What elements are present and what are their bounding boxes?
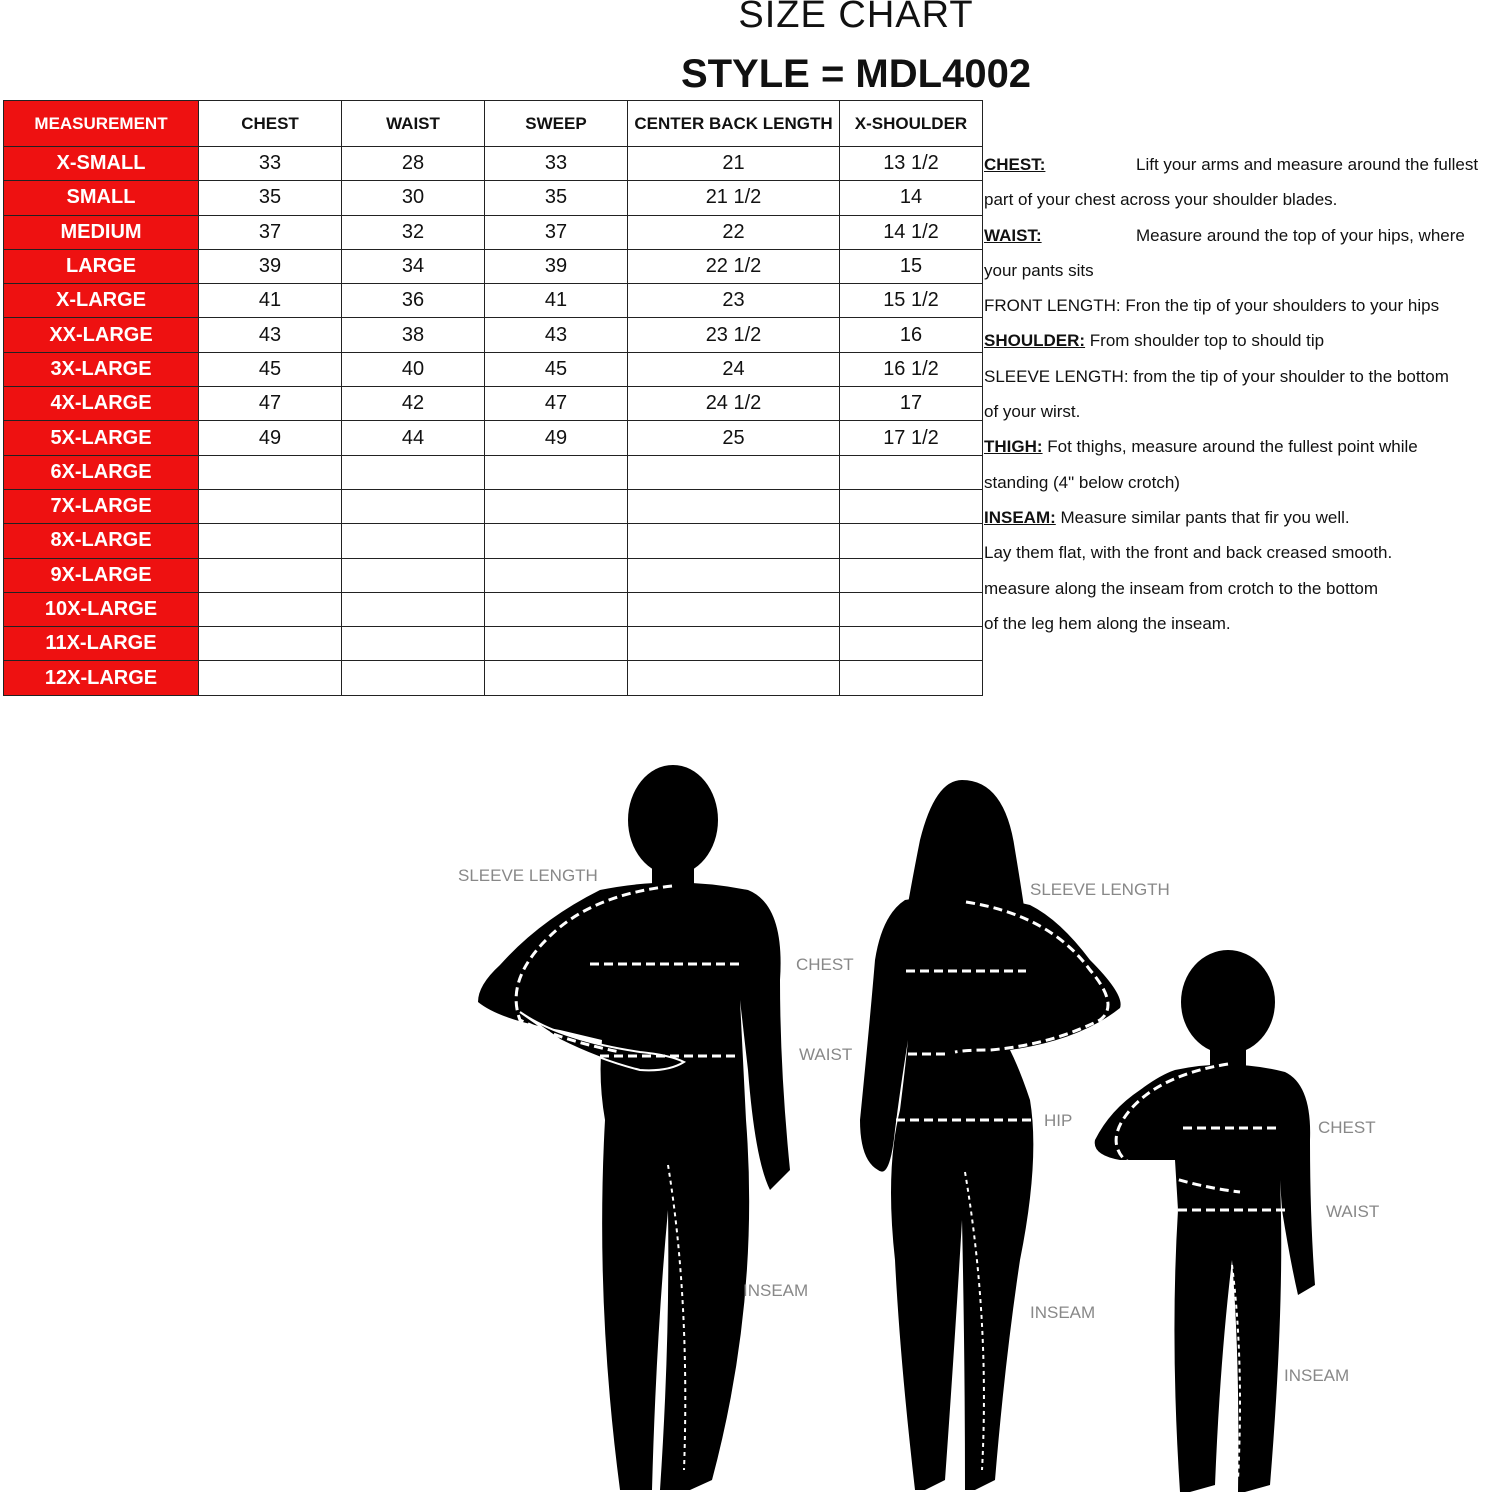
table-cell [342, 489, 485, 523]
style-number: STYLE = MDL4002 [680, 52, 1032, 96]
table-cell: 42 [342, 387, 485, 421]
table-cell [840, 455, 983, 489]
table-cell [199, 524, 342, 558]
table-cell [840, 627, 983, 661]
man-chest-label: CHEST [796, 955, 854, 974]
size-label: 10X-LARGE [4, 592, 199, 626]
table-cell [199, 558, 342, 592]
table-cell [485, 661, 628, 695]
table-cell: 49 [485, 421, 628, 455]
note-text: of the leg hem along the inseam. [984, 613, 1231, 633]
note-text: Measure similar pants that fir you well. [1055, 507, 1350, 527]
child-inseam-label: INSEAM [1284, 1366, 1350, 1385]
table-cell [342, 661, 485, 695]
size-label: MEDIUM [4, 215, 199, 249]
table-cell: 47 [485, 387, 628, 421]
note-text: standing (4" below crotch) [984, 472, 1180, 492]
note-label: WAIST: [984, 225, 1042, 245]
table-row [4, 249, 983, 283]
table-cell: 16 [840, 318, 983, 352]
child-silhouette-icon [1095, 950, 1379, 1492]
note-text: part of your chest across your shoulder blades. [984, 190, 1338, 210]
note-text: FRONT LENGTH: Fron the tip of your shoulders to your hips [984, 296, 1440, 316]
table-row [4, 387, 983, 421]
table-cell [485, 524, 628, 558]
table-cell: 41 [199, 284, 342, 318]
page-title: SIZE CHART [738, 0, 974, 36]
table-cell: 22 1/2 [628, 249, 840, 283]
table-row [4, 592, 983, 626]
note-text: Lift your arms and measure around the fullest [1136, 155, 1479, 174]
table-cell [840, 489, 983, 523]
size-label: SMALL [4, 181, 199, 215]
table-header-row [4, 101, 983, 147]
measurement-instructions [984, 147, 1500, 641]
table-row [4, 181, 983, 215]
table-cell [628, 592, 840, 626]
table-row [4, 215, 983, 249]
table-cell: 39 [485, 249, 628, 283]
size-label: 9X-LARGE [4, 558, 199, 592]
measurement-figures [0, 740, 1500, 1494]
table-cell [485, 627, 628, 661]
table-cell: 40 [342, 352, 485, 386]
size-label: XX-LARGE [4, 318, 199, 352]
table-cell [199, 627, 342, 661]
note-line [984, 394, 1500, 429]
man-silhouette-icon [458, 765, 854, 1490]
table-row [4, 352, 983, 386]
table-cell: 33 [199, 147, 342, 181]
woman-inseam-label: INSEAM [1030, 1303, 1096, 1322]
man-waist-label: WAIST [799, 1045, 853, 1064]
table-cell: 15 [840, 249, 983, 283]
note-label: INSEAM: [984, 507, 1056, 527]
note-line [984, 606, 1500, 641]
table-cell: 14 [840, 181, 983, 215]
table-cell [342, 592, 485, 626]
woman-hip-label: HIP [1044, 1111, 1073, 1130]
table-cell: 39 [199, 249, 342, 283]
man-inseam-label: INSEAM [743, 1281, 809, 1300]
size-label: 12X-LARGE [4, 661, 199, 695]
note-line [984, 288, 1500, 323]
table-cell: 49 [199, 421, 342, 455]
note-line [984, 465, 1500, 500]
table-row [4, 627, 983, 661]
table-cell: 36 [342, 284, 485, 318]
note-text: measure along the inseam from crotch to the bottom [984, 578, 1379, 598]
note-line [984, 571, 1500, 606]
table-cell [628, 524, 840, 558]
table-cell [199, 592, 342, 626]
table-cell [199, 455, 342, 489]
note-text: Fot thighs, measure around the fullest point while [1042, 437, 1418, 457]
table-cell: 45 [199, 352, 342, 386]
note-text: Measure around the top of your hips, where [1136, 225, 1465, 245]
woman-sleeve-label: SLEEVE LENGTH [1030, 880, 1170, 899]
table-cell [628, 558, 840, 592]
note-text: From shoulder top to should tip [1085, 331, 1325, 351]
table-cell: 43 [485, 318, 628, 352]
table-cell: 23 [628, 284, 840, 318]
note-text: Lay them flat, with the front and back creased smooth. [984, 543, 1393, 563]
header-x-shoulder: X-SHOULDER [840, 101, 983, 147]
note-line [984, 500, 1500, 535]
table-cell: 38 [342, 318, 485, 352]
table-cell: 17 [840, 387, 983, 421]
table-cell: 47 [199, 387, 342, 421]
table-cell: 16 1/2 [840, 352, 983, 386]
table-cell: 28 [342, 147, 485, 181]
note-label: CHEST: [984, 155, 1046, 174]
size-label: X-SMALL [4, 147, 199, 181]
table-cell [342, 627, 485, 661]
note-line [984, 147, 1500, 182]
note-line [984, 429, 1500, 464]
table-cell [840, 592, 983, 626]
note-line [984, 323, 1500, 358]
size-label: 3X-LARGE [4, 352, 199, 386]
table-cell: 21 1/2 [628, 181, 840, 215]
table-cell: 35 [199, 181, 342, 215]
table-cell: 23 1/2 [628, 318, 840, 352]
table-cell: 43 [199, 318, 342, 352]
table-cell: 13 1/2 [840, 147, 983, 181]
table-row [4, 455, 983, 489]
table-cell: 41 [485, 284, 628, 318]
header-center-back-length: CENTER BACK LENGTH [628, 101, 840, 147]
table-cell [342, 558, 485, 592]
table-row [4, 489, 983, 523]
child-chest-label: CHEST [1318, 1118, 1376, 1137]
table-cell: 45 [485, 352, 628, 386]
table-cell [628, 489, 840, 523]
table-row [4, 524, 983, 558]
child-waist-label: WAIST [1326, 1202, 1380, 1221]
note-text: of your wirst. [984, 402, 1081, 422]
table-cell: 15 1/2 [840, 284, 983, 318]
table-cell [628, 455, 840, 489]
note-line [984, 253, 1500, 288]
table-row [4, 558, 983, 592]
table-cell: 24 [628, 352, 840, 386]
man-sleeve-label: SLEEVE LENGTH [458, 866, 598, 885]
size-label: 7X-LARGE [4, 489, 199, 523]
header-measurement: MEASUREMENT [4, 101, 199, 147]
table-cell: 21 [628, 147, 840, 181]
table-cell: 25 [628, 421, 840, 455]
table-cell [485, 455, 628, 489]
note-label: THIGH: [984, 437, 1043, 457]
table-row [4, 147, 983, 181]
header-chest: CHEST [199, 101, 342, 147]
table-cell: 33 [485, 147, 628, 181]
note-line [984, 182, 1500, 217]
table-cell [840, 661, 983, 695]
table-cell [485, 489, 628, 523]
table-cell: 34 [342, 249, 485, 283]
table-cell [199, 489, 342, 523]
table-cell: 17 1/2 [840, 421, 983, 455]
table-cell [342, 524, 485, 558]
table-cell: 22 [628, 215, 840, 249]
header-sweep: SWEEP [485, 101, 628, 147]
table-cell [485, 558, 628, 592]
table-cell: 32 [342, 215, 485, 249]
table-cell: 44 [342, 421, 485, 455]
note-line [984, 359, 1500, 394]
table-cell [342, 455, 485, 489]
table-cell: 24 1/2 [628, 387, 840, 421]
header-waist: WAIST [342, 101, 485, 147]
table-cell [485, 592, 628, 626]
size-label: 5X-LARGE [4, 421, 199, 455]
note-text: SLEEVE LENGTH: from the tip of your shoulder to the bottom [984, 366, 1449, 386]
table-row [4, 661, 983, 695]
table-cell [840, 524, 983, 558]
note-text: your pants sits [984, 260, 1094, 280]
note-line [984, 218, 1500, 253]
size-label: X-LARGE [4, 284, 199, 318]
table-row [4, 284, 983, 318]
table-cell [628, 627, 840, 661]
table-row [4, 421, 983, 455]
table-cell [840, 558, 983, 592]
size-label: 8X-LARGE [4, 524, 199, 558]
note-line [984, 535, 1500, 570]
size-label: 11X-LARGE [4, 627, 199, 661]
table-row [4, 318, 983, 352]
table-cell: 37 [199, 215, 342, 249]
table-cell [199, 661, 342, 695]
size-table [3, 100, 983, 696]
size-label: LARGE [4, 249, 199, 283]
note-label: SHOULDER: [984, 331, 1086, 351]
table-cell: 30 [342, 181, 485, 215]
size-label: 4X-LARGE [4, 387, 199, 421]
size-label: 6X-LARGE [4, 455, 199, 489]
table-cell: 35 [485, 181, 628, 215]
table-cell: 37 [485, 215, 628, 249]
table-cell: 14 1/2 [840, 215, 983, 249]
table-cell [628, 661, 840, 695]
